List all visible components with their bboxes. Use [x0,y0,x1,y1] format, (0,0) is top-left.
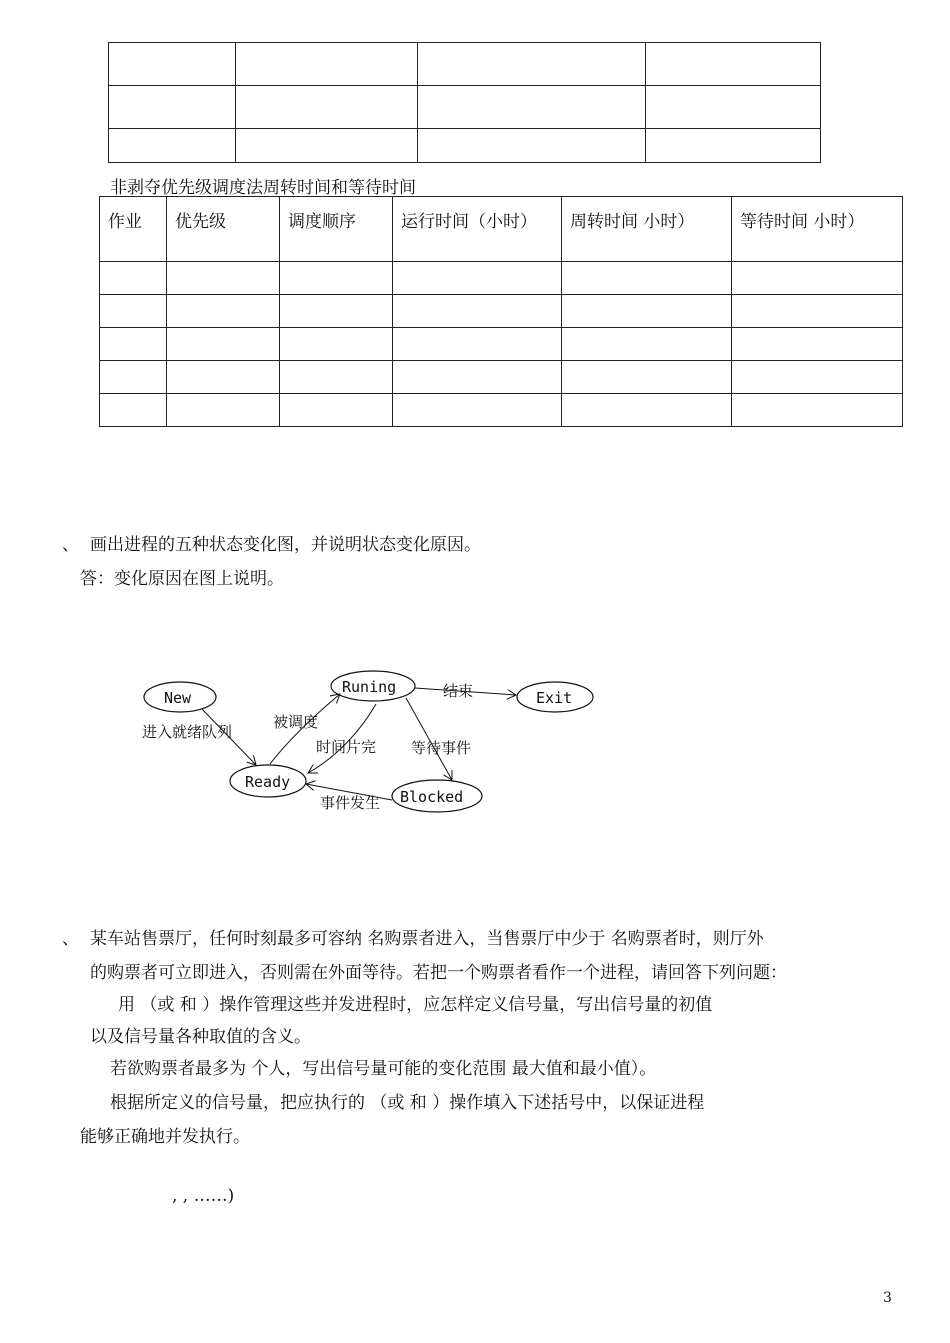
question-5-line: 根据所定义的信号量，把应执行的 （或 和 ）操作填入下述括号中，以保证进程 [110,1093,705,1113]
process-state-diagram [130,660,610,820]
state-label: Ready [245,773,291,791]
state-label: Runing [342,678,397,696]
transition-label: 结束 [443,682,474,700]
transition-label: 事件发生 [320,794,381,812]
state-label: New [164,689,192,707]
page-number: 3 [883,1290,892,1306]
transition-label: 被调度 [273,713,319,731]
header-cell: 运行时间（小时） [393,197,562,262]
transition-label: 进入就绪队列 [142,723,233,741]
question-5-line: 若欲购票者最多为 个人，写出信号量可能的变化范围 最大值和最小值）。 [110,1059,657,1079]
table-header-row [100,197,903,262]
state-label: Blocked [400,788,464,806]
table-caption: 非剥夺优先级调度法周转时间和等待时间 [110,178,416,198]
table-row [100,361,903,394]
table-row [100,394,903,427]
question-5-line: 某车站售票厅，任何时刻最多可容纳 名购票者进入，当售票厅中少于 名购票者时，则厅外 [90,929,764,949]
question-mark-5: 、 [62,929,79,949]
question-5-line: 能够正确地并发执行。 [80,1127,250,1147]
blank-table [108,42,821,163]
question-5-line: 以及信号量各种取值的含义。 [90,1027,311,1047]
header-cell: 调度顺序 [280,197,393,262]
transition-label: 时间片完 [316,738,377,756]
question-4: 画出进程的五种状态变化图，并说明状态变化原因。 [90,535,481,555]
table-row [100,295,903,328]
header-cell: 优先级 [167,197,280,262]
question-5-line: 的购票者可立即进入，否则需在外面等待。若把一个购票者看作一个进程，请回答下列问题： [90,963,787,983]
code-fragment: , , ……) [172,1186,235,1206]
state-label: Exit [536,689,573,707]
table-row [100,262,903,295]
question-mark-4: 、 [62,535,79,555]
transition-label: 等待事件 [411,739,472,757]
priority-scheduling-table [99,196,903,427]
table-row [100,328,903,361]
question-5-line: 用 （或 和 ）操作管理这些并发进程时，应怎样定义信号量，写出信号量的初值 [118,995,713,1015]
header-cell: 作业 [100,197,167,262]
header-cell: 周转时间 小时） [562,197,732,262]
answer-4: 答：变化原因在图上说明。 [80,569,284,589]
header-cell: 等待时间 小时） [732,197,903,262]
